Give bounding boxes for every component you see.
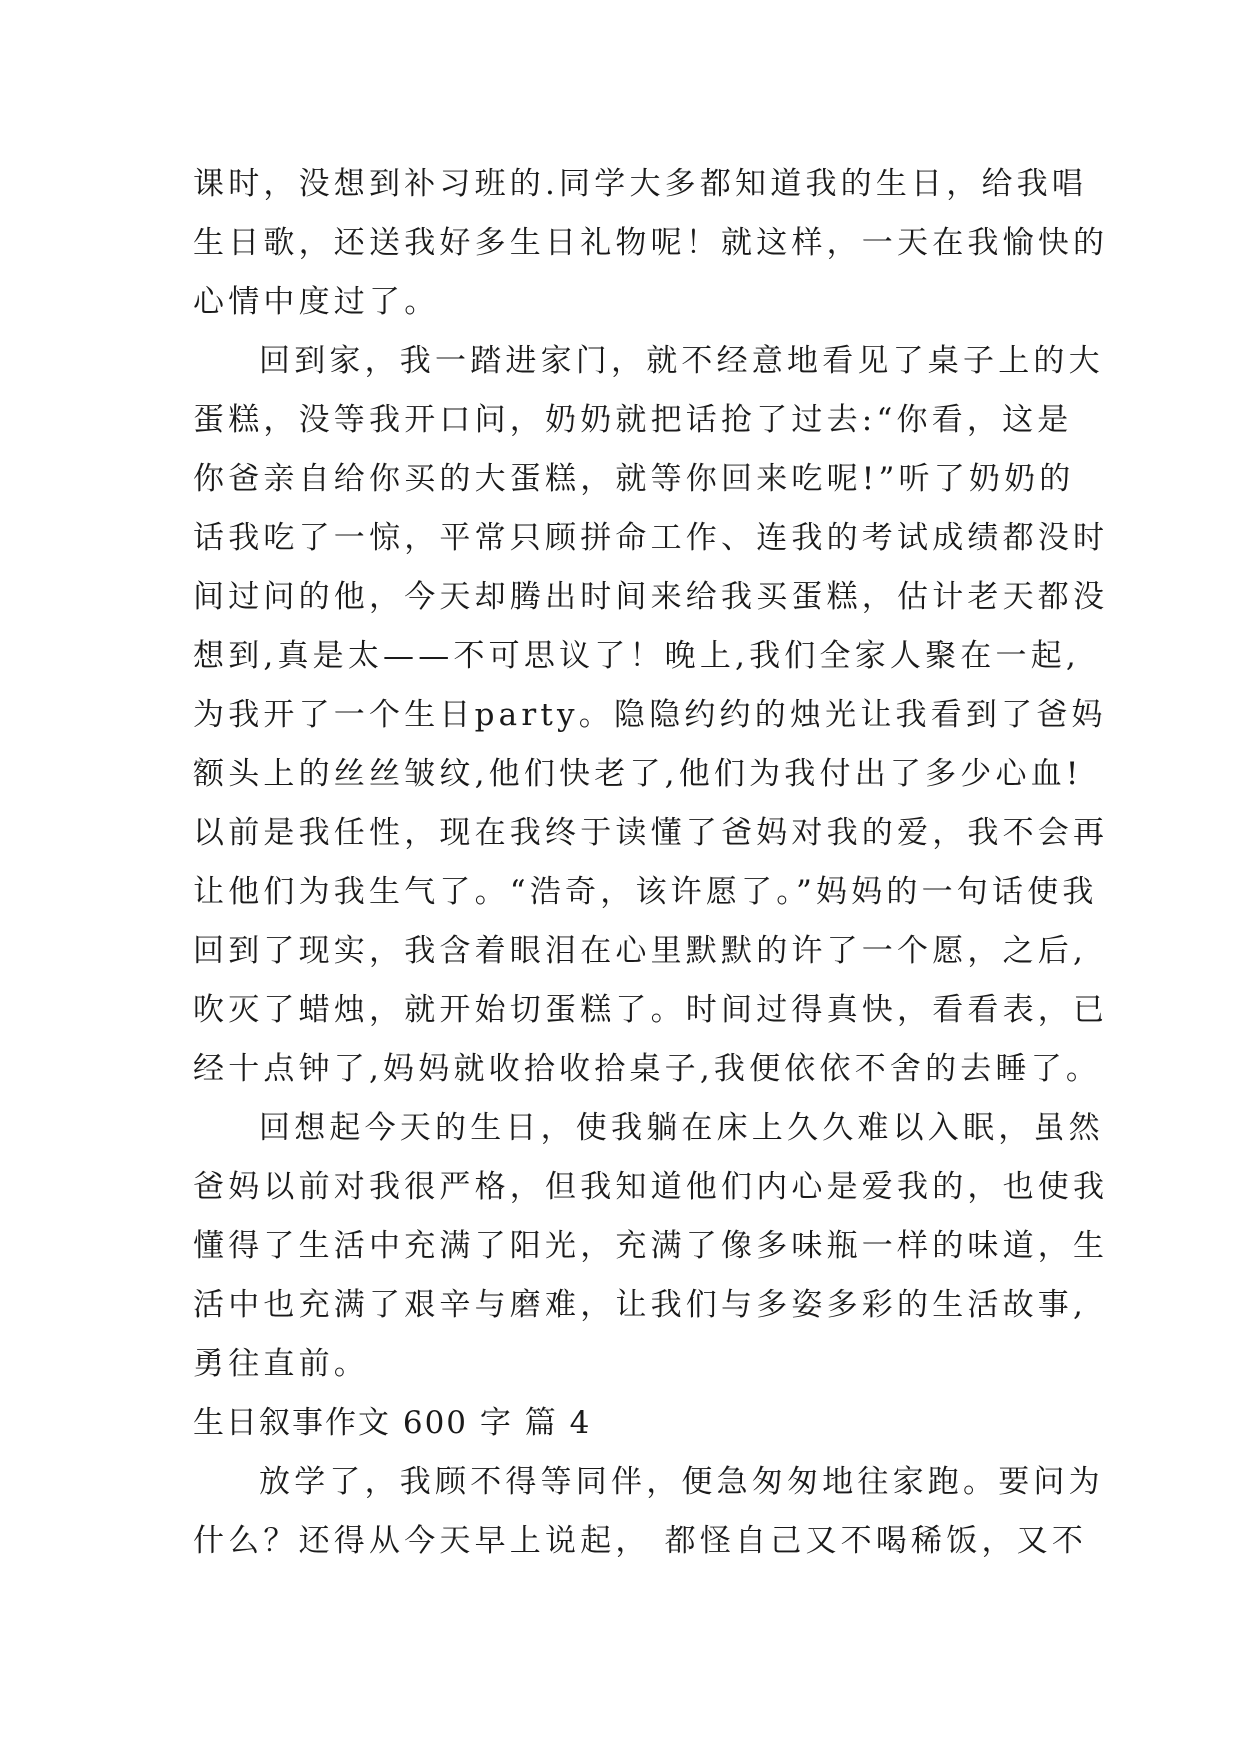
text-line: 什么？还得从今天早上说起， 都怪自己又不喝稀饭，又不	[193, 1523, 1088, 1559]
text-line: 课时，没想到补习班的.同学大多都知道我的生日，给我唱	[193, 166, 1088, 202]
paragraph-first-line: 回到家，我一踏进家门，就不经意地看见了桌子上的大	[259, 343, 1104, 379]
text-line: 活中也充满了艰辛与磨难，让我们与多姿多彩的生活故事,	[193, 1287, 1088, 1323]
text-line: 让他们为我生气了。“浩奇，该许愿了。”妈妈的一句话使我	[193, 874, 1098, 910]
text-line: 经十点钟了,妈妈就收拾收拾桌子,我便依依不舍的去睡了。	[193, 1051, 1102, 1087]
paragraph-first-line: 回想起今天的生日，使我躺在床上久久难以入眠，虽然	[259, 1110, 1104, 1146]
text-line: 吹灭了蜡烛，就开始切蛋糕了。时间过得真快，看看表，已	[193, 992, 1109, 1028]
text-line: 你爸亲自给你买的大蛋糕，就等你回来吃呢!”听了奶奶的	[193, 461, 1075, 497]
text-line: 为我开了一个生日party。隐隐约约的烛光让我看到了爸妈	[193, 697, 1107, 733]
text-line: 以前是我任性，现在我终于读懂了爸妈对我的爱，我不会再	[193, 815, 1109, 851]
text-line: 勇往直前。	[193, 1346, 369, 1382]
text-line: 话我吃了一惊，平常只顾拼命工作、连我的考试成绩都没时	[193, 520, 1109, 556]
text-line: 懂得了生活中充满了阳光，充满了像多味瓶一样的味道，生	[193, 1228, 1109, 1264]
text-line: 生日歌，还送我好多生日礼物呢！就这样，一天在我愉快的	[193, 225, 1109, 261]
text-line: 间过问的他，今天却腾出时间来给我买蛋糕，估计老天都没	[193, 579, 1109, 615]
essay-body	[193, 155, 1109, 1571]
text-line: 蛋糕，没等我开口问，奶奶就把话抢了过去:“你看，这是	[193, 402, 1073, 438]
text-line: 爸妈以前对我很严格，但我知道他们内心是爱我的，也使我	[193, 1169, 1109, 1205]
paragraph-first-line: 放学了，我顾不得等同伴，便急匆匆地往家跑。要问为	[259, 1464, 1104, 1500]
text-line: 回到了现实，我含着眼泪在心里默默的许了一个愿，之后,	[193, 933, 1088, 969]
section-heading: 生日叙事作文 600 字 篇 4	[193, 1405, 592, 1441]
text-line: 额头上的丝丝皱纹,他们快老了,他们为我付出了多少心血!	[193, 756, 1083, 792]
text-line: 想到,真是太——不可思议了！晚上,我们全家人聚在一起,	[193, 638, 1080, 674]
text-line: 心情中度过了。	[193, 284, 440, 320]
